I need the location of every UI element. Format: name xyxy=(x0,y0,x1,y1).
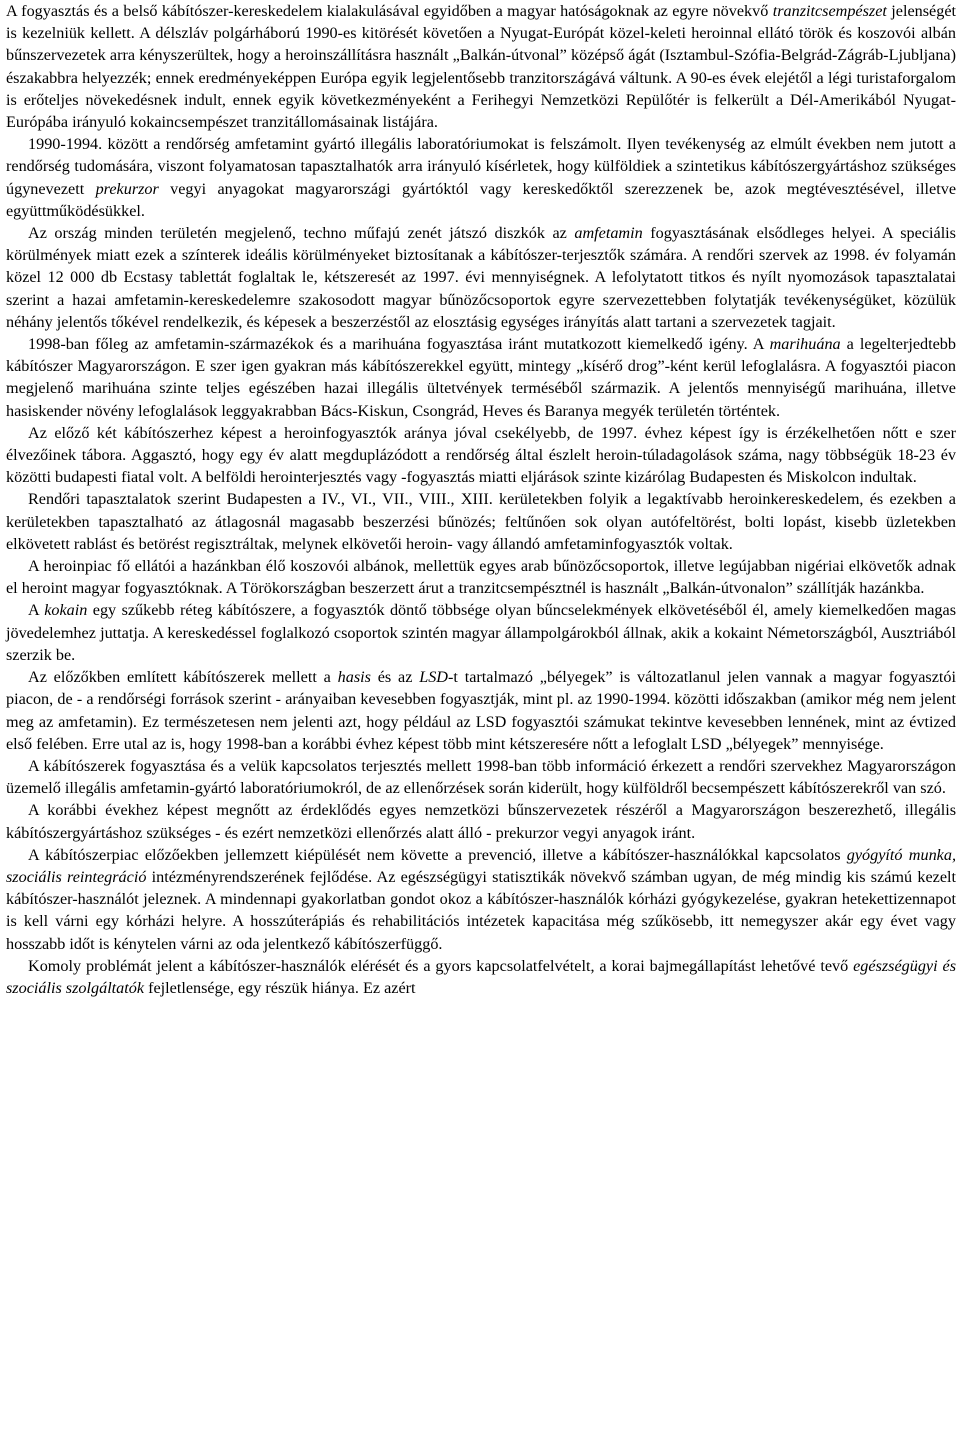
text-run: és az xyxy=(370,668,420,687)
text-run: fejletlensége, egy részük hiánya. Ez azért xyxy=(144,978,416,997)
text-run: 1990-1994. között a rendőrség amfetamint gyártó illegális laboratóriumokat is felszámolt. Ilyen tevékenység az elmúlt években nem jutott a rendőrség tudomására, viszont folyamatosan tapasztalhatók arra irányuló kísérletek, hogy külföldiek a szintetikus kábítószergyártáshoz szükséges úgynevezett xyxy=(6,135,956,198)
text-run: 1998-ban főleg az amfetamin-származékok és a marihuána fogyasztása iránt mutatkozott kiemelkedő igény. A xyxy=(28,335,770,354)
italic-term: gyógyító munka, szociális reintegráció xyxy=(6,845,956,886)
text-run: A xyxy=(28,601,45,620)
text-run: intézményrendszerének fejlődése. Az egészségügyi statisztikák növekvő számban ugyan, de még mindig kis számú kezelt kábítószer-használót jeleznek. A mindennapi gyakorlatban gondot okoz a kábítószer-használók kórházi gyógykezelése, gyakran hetekettizennapot is kell várni egy kórházi helyre. A hosszúterápiás és rehabilitációs intézetek kapacitása még szűkösebb, itt nemegyszer akár egy évet vagy hosszabb időt is kénytelen várni az oda jelentkező kábítószerfüggő. xyxy=(6,867,956,953)
italic-term: egészségügyi és szociális szolgáltatók xyxy=(6,956,957,997)
paragraph xyxy=(6,599,956,666)
text-run: jelenségét is kezelniük kellett. A délszláv polgárháború 1990-es kitörését követően a Nyugat-Európát közel-keleti heroinnal ellátó török és koszovói albán bűnszervezetek arra kényszerültek, hogy a heroinszállításra használt „Balkán-útvonal” középső ágát (Isztambul-Szófia-Belgrád-Zágráb-Ljubljana) északabbra helyezzék; ennek eredményeképpen Európa egyik legjelentősebb tranzitországává váltunk. A 90-es évek elejétől a légi turistaforgalom is erőteljes növekedésnek indult, ennek egyik következményeként a Ferihegyi Nemzetközi Repülőtér is felkerült a Dél-Amerikából Nyugat-Európába irányuló kokaincsempészet tranzitállomásainak listájára. xyxy=(6,2,957,132)
paragraph xyxy=(6,755,956,799)
text-run: Az előző két kábítószerhez képest a heroinfogyasztók aránya jóval csekélyebb, de 1997. évhez képest így is érzékelhetően nőtt e szer élvezőinek tábora. Aggasztó, hogy egy év alatt megduplázódott a rendőrség által észlelt heroin-túladagolások száma, nagy többségük 18-23 év közötti budapesti fiatal volt. A belföldi herointerjesztés vagy -fogyasztás miatti eljárások szinte kizárólag Budapesten és Miskolcon indultak. xyxy=(6,423,956,487)
paragraph xyxy=(6,666,956,755)
paragraph xyxy=(6,422,956,489)
text-run: A kábítószerpiac előzőekben jellemzett kiépülését nem követte a prevenció, illetve a kábítószer-használókkal kapcsolatos xyxy=(28,845,847,864)
text-run: Az ország minden területén megjelenő, techno műfajú zenét játszó diszkók az xyxy=(28,224,575,243)
text-run: a legelterjedtebb kábítószer Magyarországon. E szer igen gyakran más kábítószerekkel együtt, mintegy „kísérő drog”-ként kerül lefoglalásra. A fogyasztói piacon megjelenő marihuána szinte teljes egészében hazai illegális ültetvények terméséből származik. A jelentős mennyiségű marihuána, illetve hasiskender növény lefoglalások leggyakrabban Bács-Kiskun, Csongrád, Heves és Baranya megyék területén történtek. xyxy=(6,335,956,420)
text-run: egy szűkebb réteg kábítószere, a fogyasztók döntő többsége olyan bűncselekmények elkövetéséből él, amely kiemelkedően magas jövedelemhez juttatja. A kereskedéssel foglalkozó csoportok szintén magyar állampolgárokból állnak, akik a kokaint Németországból, Ausztriából szerzik be. xyxy=(6,601,957,664)
text-run: A heroinpiac fő ellátói a hazánkban élő koszovói albánok, mellettük egyes arab bűnözőcsoportok, illetve legújabban nigériai elkövetők adnak el heroint magyar fogyasztóknak. A Törökországban beszerzett árut a tranzitcsempésztnél is használt „Balkán-útvonalon” szállítják hazánkba. xyxy=(6,557,956,598)
italic-term: prekurzor xyxy=(95,179,159,198)
italic-term: LSD xyxy=(419,668,448,687)
text-run: fogyasztásának elsődleges helyei. A speciális körülmények miatt ezek a színterek ideális körülményeket biztosítanak a kábítószer-terjesztők számára. A rendőri szervek az 1998. év folyamán közel 12 000 db Ecstasy tablettát foglaltak le, kétszeresét az 1997. évi mennyiségnek. A lefolytatott titkos és nyílt nyomozások tapasztalatai szerint a hazai amfetamin-kereskedelemre szakosodott magyar bűnözőcsoportok egyre szervezettebben folytatják tevékenységüket, közülük néhány jelentős tőkével rendelkezik, és képesek a beszerzéstől az elosztásig egységes irányítás alatt tartani a szervezetek tagjait. xyxy=(6,224,956,331)
paragraph xyxy=(6,0,956,133)
text-run: vegyi anyagokat magyarországi gyártóktól vagy kereskedőktől szerezzenek be, azok megtévesztésével, illetve együttműködésükkel. xyxy=(6,179,957,220)
text-run: Az előzőkben említett kábítószerek mellett a xyxy=(28,668,338,687)
paragraph xyxy=(6,844,956,955)
paragraph xyxy=(6,488,956,555)
paragraph xyxy=(6,955,956,999)
paragraph xyxy=(6,333,956,422)
paragraph xyxy=(6,133,956,222)
italic-term: kokain xyxy=(44,601,88,620)
text-run: A korábbi évekhez képest megnőtt az érdeklődés egyes nemzetközi bűnszervezetek részéről a Magyarországon beszerezhető, illegális kábítószergyártáshoz szükséges - és ezért nemzetközi ellenőrzés alatt álló - prekurzor vegyi anyagok iránt. xyxy=(6,801,956,842)
text-run: Rendőri tapasztalatok szerint Budapesten a IV., VI., VII., VIII., XIII. kerületekben folyik a legaktívabb heroinkereskedelem, és ezekben a kerületekben tapasztalható az átlagosnál magasabb beszerzési bűnözés; feltűnően sok olyan autófeltörést, bolti lopást, kisebb üzletekben elkövetett rablást és betörést regisztráltak, melynek elkövetői heroin- vagy állandó amfetaminfogyasztók voltak. xyxy=(6,490,956,553)
italic-term: hasis xyxy=(337,668,371,687)
text-run: A fogyasztás és a belső kábítószer-kereskedelem kialakulásával egyidőben a magyar hatóságoknak az egyre növekvő xyxy=(6,2,773,20)
italic-term: amfetamin xyxy=(574,224,643,243)
paragraph xyxy=(6,799,956,843)
paragraph xyxy=(6,222,956,333)
paragraph xyxy=(6,555,956,599)
text-run: Komoly problémát jelent a kábítószer-használók elérését és a gyors kapcsolatfelvételt, a korai bajmegállapítást lehetővé tevő xyxy=(28,956,854,975)
text-run: -t tartalmazó „bélyegek” is változatlanul jelen vannak a magyar fogyasztói piacon, de - a rendőrségi források szerint - arányaiban kevesebben fogyasztják, mint pl. az 1990-1994. közötti időszakban (amikor még nem jelent meg az amfetamin). Ez természetesen nem jelenti azt, hogy például az LSD fogyasztói számukat tekintve kevesebben lennének, mint az évtized első felében. Erre utal az is, hogy 1998-ban a korábbi évhez képest több mint kétszeresére nőtt a lefoglalt LSD „bélyegek” mennyisége. xyxy=(6,668,957,753)
italic-term: marihuána xyxy=(769,335,841,354)
italic-term: tranzitcsempészet xyxy=(772,2,887,20)
text-run: A kábítószerek fogyasztása és a velük kapcsolatos terjesztés mellett 1998-ban több információ érkezett a rendőri szervekhez Magyarországon üzemelő illegális amfetamin-gyártó laboratóriumokról, de az ellenőrzések során kiderült, hogy külföldről becsempészett kábítószerekről van szó. xyxy=(6,756,956,798)
